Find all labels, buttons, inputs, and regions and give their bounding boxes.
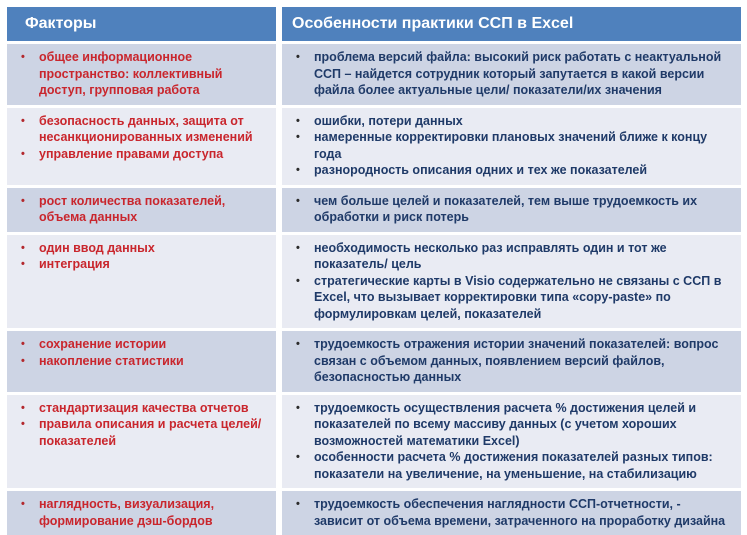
list-item — [17, 400, 268, 417]
list-item — [292, 273, 733, 323]
factors-cell — [7, 491, 276, 535]
list-item — [292, 193, 733, 226]
header-cell-factors: Факторы — [7, 7, 276, 41]
bullet-icon: • — [21, 401, 25, 414]
list-item — [292, 162, 733, 179]
list-item — [292, 496, 733, 529]
feature-text: ошибки, потери данных — [314, 113, 463, 128]
features-cell — [282, 395, 741, 489]
bullet-icon: • — [21, 354, 25, 367]
bullet-icon: • — [21, 147, 25, 160]
features-cell — [282, 44, 741, 105]
bullet-icon: • — [296, 194, 300, 207]
table-row — [7, 395, 741, 489]
bullet-icon: • — [296, 451, 300, 464]
list-item — [292, 49, 733, 99]
features-cell — [282, 108, 741, 185]
factors-cell — [7, 235, 276, 329]
bullet-icon: • — [21, 241, 25, 254]
factor-text: правила описания и расчета целей/ показателей — [39, 417, 262, 448]
list-item — [17, 240, 268, 257]
list-item — [17, 496, 268, 529]
feature-text: намеренные корректировки плановых значений ближе к концу года — [314, 130, 708, 161]
bullet-icon: • — [21, 114, 25, 127]
table-row — [7, 235, 741, 329]
table-header-row — [7, 7, 741, 41]
list-item — [17, 193, 268, 226]
factors-cell — [7, 395, 276, 489]
bullet-icon: • — [296, 131, 300, 144]
bullet-icon: • — [21, 51, 25, 64]
table-row — [7, 188, 741, 232]
bullet-icon: • — [296, 164, 300, 177]
list-item — [292, 129, 733, 162]
bsc-factors-table — [7, 7, 741, 535]
factor-text: общее информационное пространство: коллективный доступ, групповая работа — [39, 50, 223, 98]
bullet-icon: • — [296, 401, 300, 414]
list-item — [17, 336, 268, 353]
bullet-icon: • — [21, 418, 25, 431]
list-item — [292, 449, 733, 482]
feature-text: трудоемкость отражения истории значений показателей: вопрос связан с объемом данных, появлением версий файлов, безопасностью данных — [314, 337, 719, 385]
bullet-icon: • — [296, 114, 300, 127]
feature-text: стратегические карты в Visio содержательно не связаны с ССП в Excel, что вызывает корректировки типа «copy-paste» по формулировкам целей, показателей — [314, 273, 722, 321]
features-cell — [282, 331, 741, 392]
list-item — [292, 240, 733, 273]
bullet-icon: • — [21, 338, 25, 351]
feature-text: разнородность описания одних и тех же показателей — [314, 163, 648, 178]
feature-text: особенности расчета % достижения показателей разных типов: показатели на увеличение, на уменьшение, на стабилизацию — [314, 450, 713, 481]
factor-text: наглядность, визуализация, формирование дэш-бордов — [39, 497, 215, 528]
table-rows — [7, 44, 741, 535]
table-row — [7, 44, 741, 105]
bullet-icon: • — [21, 258, 25, 271]
table-row — [7, 491, 741, 535]
factors-cell — [7, 108, 276, 185]
bullet-icon: • — [296, 338, 300, 351]
bullet-icon: • — [296, 241, 300, 254]
factor-text: стандартизация качества отчетов — [39, 400, 249, 415]
header-cell-features: Особенности практики ССП в Excel — [282, 7, 741, 41]
bullet-icon: • — [296, 498, 300, 511]
factor-text: накопление статистики — [39, 353, 184, 368]
list-item — [292, 400, 733, 450]
list-item — [17, 416, 268, 449]
list-item — [17, 353, 268, 370]
factors-cell — [7, 44, 276, 105]
feature-text: необходимость несколько раз исправлять один и тот же показатель/ цель — [314, 240, 667, 272]
table-row — [7, 108, 741, 185]
bullet-icon: • — [21, 498, 25, 511]
features-cell — [282, 491, 741, 535]
list-item — [292, 113, 733, 130]
bullet-icon: • — [21, 194, 25, 207]
feature-text: трудоемкость обеспечения наглядности ССП-отчетности, - зависит от объема времени, затраченного на проработку дизайна — [314, 497, 726, 528]
factor-text: рост количества показателей, объема данных — [39, 193, 226, 225]
feature-text: чем больше целей и показателей, тем выше трудоемкость их обработки и риск потерь — [314, 193, 698, 225]
features-cell — [282, 235, 741, 329]
list-item — [17, 49, 268, 99]
feature-text: трудоемкость осуществления расчета % достижения целей и показателей по всему массиву данных (с учетом хороших возможностей математики Excel) — [314, 400, 697, 448]
feature-text: проблема версий файла: высокий риск работать с неактуальной ССП – найдется сотрудник который запутается в какой версии файла более актуальные цели/ показатели/их значения — [314, 50, 722, 98]
factor-text: сохранение истории — [39, 337, 167, 352]
bullet-icon: • — [296, 274, 300, 287]
table-row — [7, 331, 741, 392]
factors-cell — [7, 331, 276, 392]
factors-cell — [7, 188, 276, 232]
factor-text: безопасность данных, защита от несанкционированных изменений — [39, 113, 253, 145]
factor-text: управление правами доступа — [39, 146, 224, 161]
features-cell — [282, 188, 741, 232]
list-item — [17, 146, 268, 163]
list-item — [17, 256, 268, 273]
factor-text: интеграция — [39, 257, 110, 272]
list-item — [17, 113, 268, 146]
list-item — [292, 336, 733, 386]
factor-text: один ввод данных — [39, 240, 155, 255]
bullet-icon: • — [296, 51, 300, 64]
